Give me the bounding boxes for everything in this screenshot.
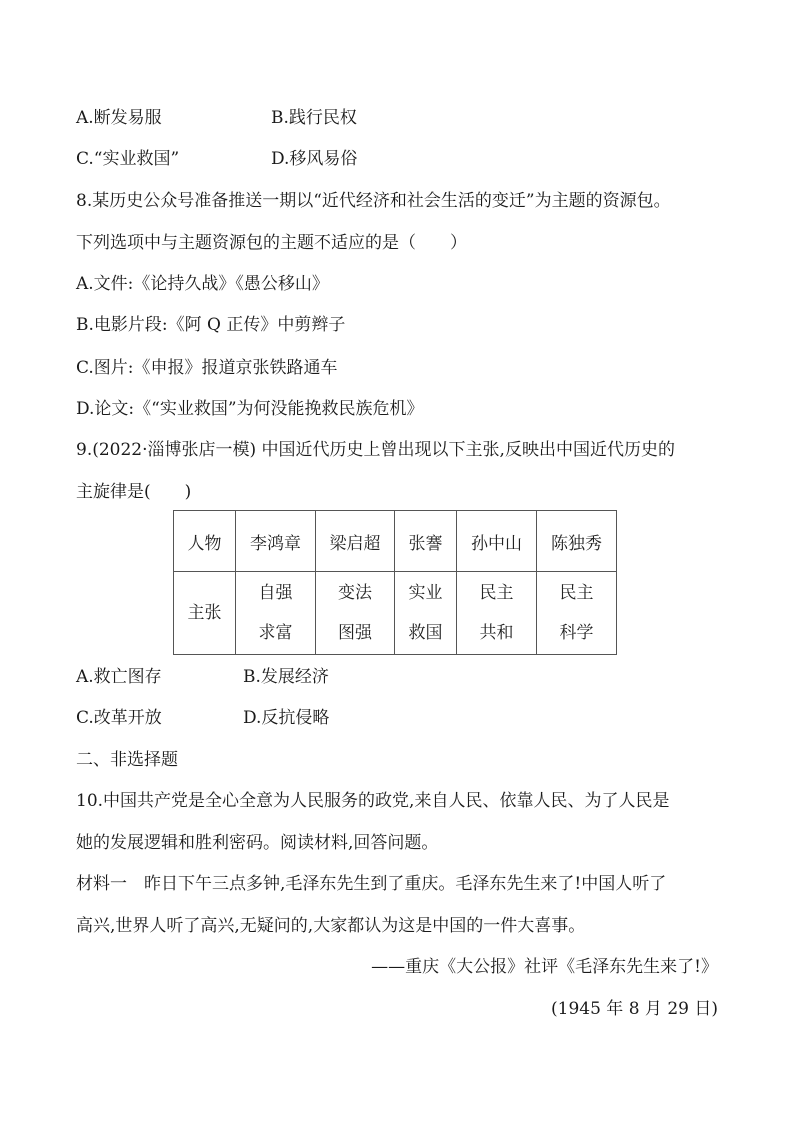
table-cell: 陈独秀 xyxy=(537,511,617,572)
q8-option-c: C.图片:《申报》报道京张铁路通车 xyxy=(76,358,338,378)
q7-option-d: D.移风易俗 xyxy=(271,149,358,169)
q9-option-a: A.救亡图存 xyxy=(76,667,162,687)
q9-option-b: B.发展经济 xyxy=(243,667,329,687)
q8-stem-line1: 8.某历史公众号准备推送一期以“近代经济和社会生活的变迁”为主题的资源包。 xyxy=(76,191,671,211)
section-heading: 二、非选择题 xyxy=(76,750,178,770)
table-row xyxy=(174,511,617,572)
table-cell: 主张 xyxy=(174,572,236,655)
table-cell: 张謇 xyxy=(395,511,457,572)
q8-option-a: A.文件:《论持久战》《愚公移山》 xyxy=(76,274,329,294)
q8-option-d: D.论文:《“实业救国”为何没能挽救民族危机》 xyxy=(76,399,424,419)
q10-material-line2: 高兴,世界人听了高兴,无疑问的,大家都认为这是中国的一件大喜事。 xyxy=(76,916,586,936)
q9-table xyxy=(173,510,617,655)
q9-option-d: D.反抗侵略 xyxy=(243,708,330,728)
q10-stem-line1: 10.中国共产党是全心全意为人民服务的政党,来自人民、依靠人民、为了人民是 xyxy=(76,791,670,811)
table-cell: 实业 救国 xyxy=(395,572,457,655)
q10-stem-line2: 她的发展逻辑和胜利密码。阅读材料,回答问题。 xyxy=(76,833,439,853)
q9-option-c: C.改革开放 xyxy=(76,708,162,728)
table-cell: 变法 图强 xyxy=(316,572,395,655)
table-cell: 孙中山 xyxy=(457,511,537,572)
q8-stem-line2: 下列选项中与主题资源包的主题不适应的是（ ） xyxy=(76,233,467,253)
q9-stem-line2: 主旋律是( ) xyxy=(76,482,192,502)
q7-option-c: C.“实业救国” xyxy=(76,149,180,169)
table-cell: 民主 共和 xyxy=(457,572,537,655)
table-row xyxy=(174,572,617,655)
table-cell: 人物 xyxy=(174,511,236,572)
table-cell: 李鸿章 xyxy=(236,511,316,572)
q7-option-b: B.践行民权 xyxy=(271,108,357,128)
table-cell: 自强 求富 xyxy=(236,572,316,655)
table-cell: 梁启超 xyxy=(316,511,395,572)
q10-material-line1: 材料一 昨日下午三点多钟,毛泽东先生到了重庆。毛泽东先生来了!中国人听了 xyxy=(76,874,667,894)
q10-source: ——重庆《大公报》社评《毛泽东先生来了!》 xyxy=(371,957,718,977)
q7-option-a: A.断发易服 xyxy=(76,108,162,128)
q10-date: (1945 年 8 月 29 日) xyxy=(551,999,718,1019)
q8-option-b: B.电影片段:《阿 Q 正传》中剪辫子 xyxy=(76,315,346,335)
table-cell: 民主 科学 xyxy=(537,572,617,655)
q9-stem-line1: 9.(2022·淄博张店一模) 中国近代历史上曾出现以下主张,反映出中国近代历史的 xyxy=(76,440,675,460)
